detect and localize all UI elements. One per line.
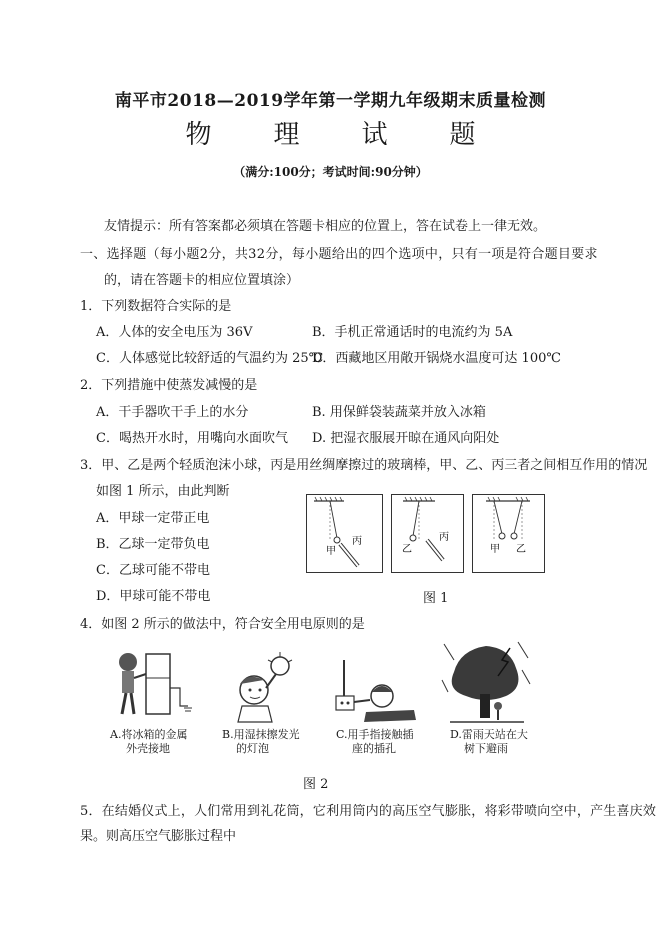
- figure-1: [306, 494, 546, 574]
- section-heading-line2: 的，请在答题卡的相应位置填涂）: [104, 273, 300, 288]
- q1-option-d: D．西藏地区用敞开锅烧水温度可达 100℃: [312, 351, 561, 366]
- fig1-label-bing-2: 丙: [439, 532, 449, 543]
- q1-option-b: B．手机正常通话时的电流约为 5A: [312, 325, 513, 340]
- q5-stem-line2: 果。则高压空气膨胀过程中: [80, 829, 237, 844]
- fig1-panel-2: [392, 495, 464, 573]
- fig2-caption-d-line1: D.雷雨天站在大: [450, 728, 528, 741]
- q3-stem-line1: 3．甲、乙是两个轻质泡沫小球，丙是用丝绸摩擦过的玻璃棒，甲、乙、丙三者之间相互作用的情况: [80, 458, 648, 473]
- q3-option-a: A．甲球一定带正电: [96, 511, 210, 526]
- q1-option-a: A．人体的安全电压为 36V: [96, 325, 253, 340]
- fig1-label-yi-2: 乙: [402, 544, 412, 555]
- fig2-caption-c-line1: C.用手指接触插: [336, 728, 414, 741]
- fig1-label-yi-3: 乙: [516, 544, 526, 555]
- fig2-caption-a-line1: A.将冰箱的金属: [110, 728, 188, 741]
- section-heading-line1: 一、选择题（每小题2分，共32分，每小题给出的四个选项中，只有一项是符合题目要求: [80, 247, 598, 262]
- q1-option-c: C．人体感觉比较舒适的气温约为 25℃: [96, 351, 324, 366]
- fig1-label-jia-1: 甲: [326, 546, 336, 557]
- fig1-label-bing-1: 丙: [352, 536, 362, 547]
- fig1-label-jia-3: 甲: [490, 544, 500, 555]
- q3-option-b: B．乙球一定带负电: [96, 537, 210, 552]
- q3-option-c: C．乙球可能不带电: [96, 563, 210, 578]
- fig1-panel-3: [473, 495, 545, 573]
- subject-title: 物 理 试 题: [185, 120, 494, 150]
- q3-option-d: D．甲球可能不带电: [96, 589, 211, 604]
- figure-2-caption: 图 2: [303, 777, 329, 792]
- q2-option-b: B. 用保鲜袋装蔬菜并放入冰箱: [312, 405, 486, 420]
- fig1-panel-1: [307, 495, 383, 573]
- fig2-caption-b-line1: B.用湿抹擦发光: [222, 728, 300, 741]
- q3-stem-line2: 如图 1 所示，由此判断: [96, 484, 230, 499]
- exam-info: （满分:100分；考试时间:90分钟）: [233, 165, 428, 179]
- fig2-caption-b-line2: 的灯泡: [236, 742, 269, 755]
- notice: 友情提示：所有答案都必须填在答题卡相应的位置上，答在试卷上一律无效。: [104, 219, 547, 234]
- fig2-caption-a-line2: 外壳接地: [126, 742, 170, 755]
- q1-stem: 1．下列数据符合实际的是: [80, 299, 232, 314]
- figure-2-fridge-illustration: [108, 648, 198, 723]
- q2-option-d: D. 把湿衣服展开晾在通风向阳处: [312, 431, 500, 446]
- q2-stem: 2．下列措施中使蒸发减慢的是: [80, 378, 258, 393]
- fig2-caption-c-line2: 座的插孔: [352, 742, 396, 755]
- page-title: 南平市2018—2019学年第一学期九年级期末质量检测: [114, 91, 547, 111]
- figure-2-tree-illustration: [440, 640, 532, 726]
- fig2-caption-d-line2: 树下避雨: [464, 742, 508, 755]
- figure-2-lamp-illustration: [228, 650, 308, 725]
- figure-1-caption: 图 1: [423, 591, 449, 606]
- q2-option-c: C．喝热开水时，用嘴向水面吹气: [96, 431, 288, 446]
- q4-stem: 4．如图 2 所示的做法中，符合安全用电原则的是: [80, 617, 365, 632]
- q5-stem-line1: 5．在结婚仪式上，人们常用到礼花筒，它利用筒内的高压空气膨胀，将彩带喷向空中，产生喜庆效: [80, 804, 657, 819]
- figure-2-socket-illustration: [330, 656, 420, 724]
- q2-option-a: A．干手器吹干手上的水分: [96, 405, 249, 420]
